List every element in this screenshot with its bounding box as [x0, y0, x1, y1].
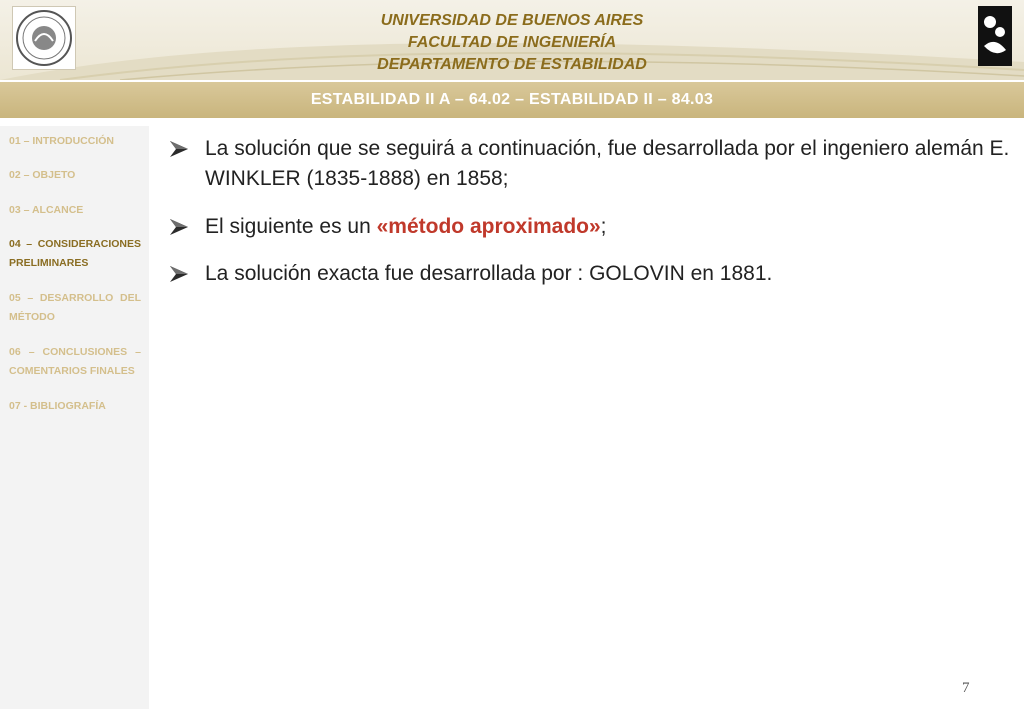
department-name: DEPARTAMENTO DE ESTABILIDAD [377, 56, 647, 73]
bullet-text: La solución exacta fue desarrollada por : GOLOVIN en 1881. [205, 262, 773, 285]
bullet-text [205, 212, 1016, 242]
arrow-bullet-icon [170, 219, 188, 235]
faculty-name: FACULTAD DE INGENIERÍA [407, 34, 617, 51]
institution-title [300, 10, 724, 76]
sidebar-item-objeto[interactable]: 02 – OBJETO [9, 169, 76, 181]
university-name: UNIVERSIDAD DE BUENOS AIRES [380, 12, 644, 29]
bullet-text-start: El siguiente es un [205, 215, 377, 238]
bullet-text-end: ; [600, 215, 607, 238]
bullet-item [170, 134, 1016, 194]
sidebar-item-desarrollo[interactable]: 05 – DESARROLLO DEL MÉTODO [9, 292, 141, 323]
page-number: 7 [962, 680, 970, 696]
sidebar-item-alcance[interactable]: 03 – ALCANCE [9, 204, 84, 216]
sidebar-item-bibliografia[interactable]: 07 - BIBLIOGRAFÍA [9, 400, 106, 412]
sidebar-item-consideraciones[interactable]: 04 – CONSIDERACIONES PRELIMINARES [9, 238, 141, 269]
sidebar-nav [0, 126, 149, 709]
arrow-bullet-icon [170, 141, 188, 157]
slide-header [0, 0, 1024, 80]
faculty-emblem-icon [978, 6, 1012, 66]
bullet-item [170, 212, 1016, 242]
sidebar-item-conclusiones[interactable]: 06 – CONCLUSIONES – COMENTARIOS FINALES [9, 346, 141, 377]
emphasis-metodo-aproximado: «método aproximado» [376, 215, 601, 238]
bullet-text: La solución que se seguirá a continuación, fue desarrollada por el ingeniero alemán E. WINKLER (1835-1888) en 1858; [205, 137, 1010, 190]
university-seal-icon [12, 6, 76, 70]
bullet-item [170, 259, 1016, 289]
course-title-bar: ESTABILIDAD II A – 64.02 – ESTABILIDAD II – 84.03 [0, 82, 1024, 118]
arrow-bullet-icon [170, 266, 188, 282]
sidebar-item-introduccion[interactable]: 01 – INTRODUCCIÓN [9, 135, 115, 147]
